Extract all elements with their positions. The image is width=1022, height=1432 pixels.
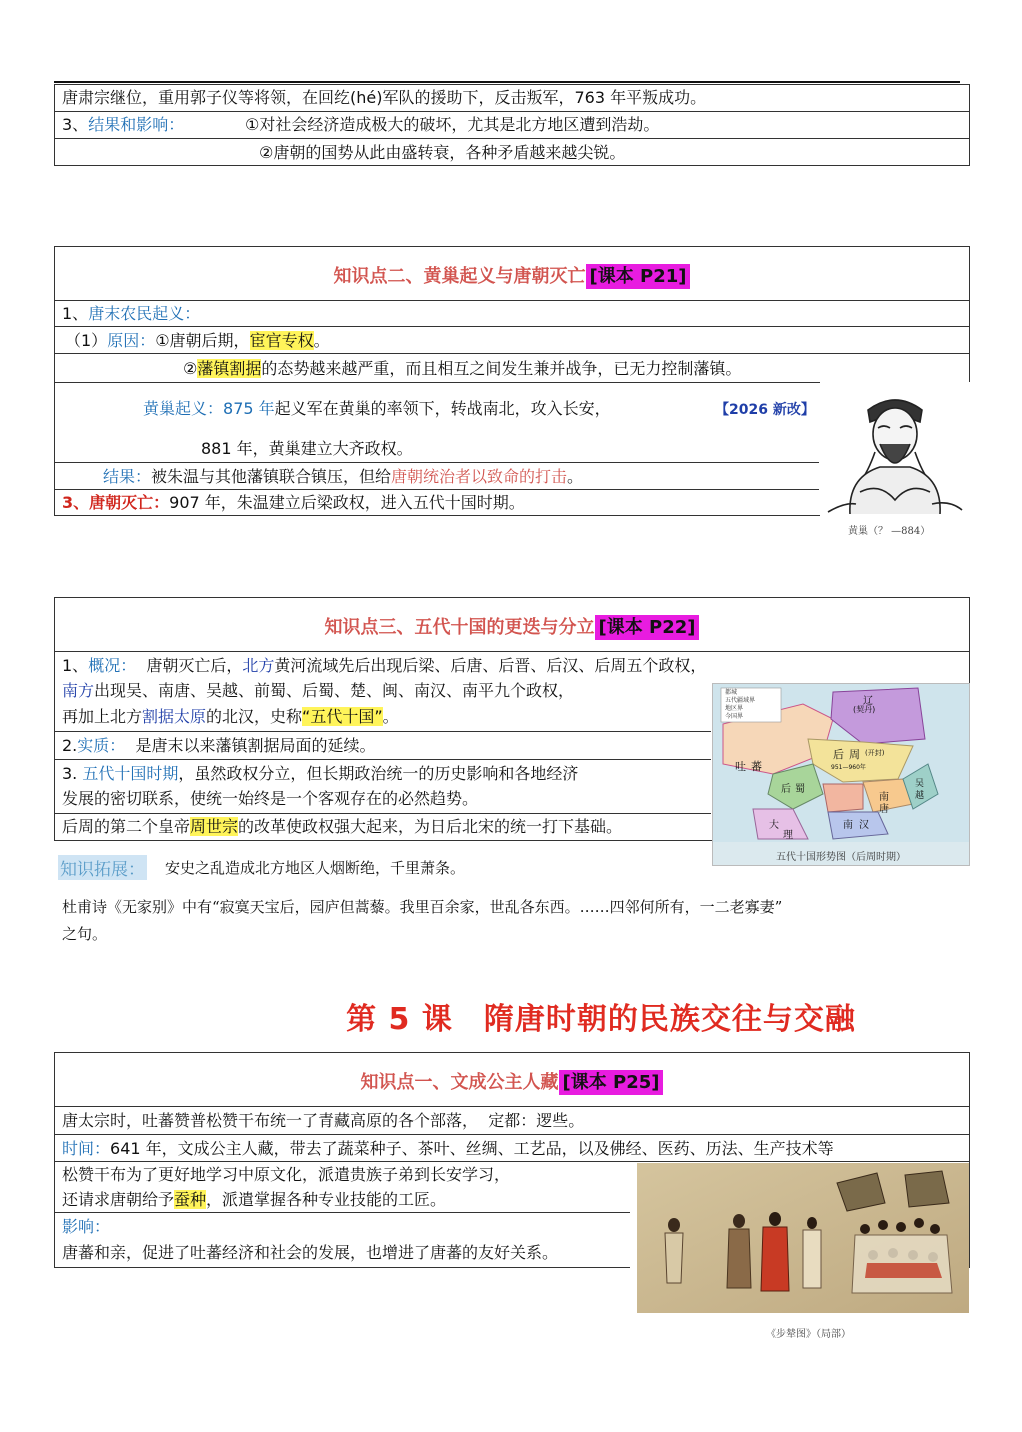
row-text: 的北汉，史称	[206, 707, 303, 726]
row-label: 结果和影响：	[88, 115, 185, 134]
map-label: (开封)	[865, 749, 885, 757]
row-label: 五代十国时期	[82, 764, 179, 783]
row-label: 唐末农民起义：	[88, 304, 201, 323]
table-row	[55, 354, 969, 383]
table-divider	[54, 1212, 630, 1213]
extension-text: 安史之乱造成北方地区人烟断绝，千里萧条。	[165, 859, 466, 877]
row-label: 结果：	[103, 467, 152, 486]
portrait-caption: 黄巢（？ —884）	[848, 526, 931, 537]
highlight-term: 宦官专权	[249, 331, 314, 350]
row-label: 原因：	[107, 331, 156, 350]
textbook-page-tag: [课本 P25]	[559, 1070, 664, 1095]
punct: 。	[567, 467, 584, 486]
map-label: 辽	[863, 696, 873, 707]
map-label: 951—960年	[831, 764, 866, 771]
row-text: 松赞干布为了更好地学习中原文化，派遣贵族子弟到长安学习，	[62, 1165, 511, 1184]
map-label: 大	[769, 820, 779, 831]
row-label: 3、唐朝灭亡：	[62, 493, 170, 512]
row-number: 1、	[62, 304, 89, 323]
row-number: （1）	[65, 331, 108, 350]
row-label: 影响：	[62, 1217, 111, 1236]
top-rule	[54, 81, 960, 83]
extension-label: 知识拓展：	[58, 855, 147, 880]
keyword: 割据太原	[142, 707, 207, 726]
section-header	[55, 1053, 969, 1107]
row-text: ①对社会经济造成极大的破坏，尤其是北方地区遭到浩劫。	[245, 115, 660, 134]
row-text: 唐太宗时，吐蕃赞普松赞干布统一了青藏高原的各个部落，	[62, 1111, 479, 1130]
map-label: 后	[781, 784, 791, 795]
five-dynasties-map	[712, 683, 970, 866]
row-text: ，派遣掌握各种专业技能的工匠。	[206, 1190, 447, 1209]
row-label: 时间：	[62, 1139, 111, 1158]
table-row	[55, 760, 711, 814]
map-label: 理	[783, 830, 793, 841]
map-label: 汉	[859, 820, 869, 831]
table-an-shi-result	[54, 84, 970, 166]
legend-item: 五代疆域界	[725, 697, 756, 704]
row-text: 后周的第二个皇帝	[62, 817, 191, 836]
row-text: 再加上北方	[62, 707, 143, 726]
row-label: 概况：	[88, 656, 137, 675]
table-row	[55, 327, 969, 354]
map-label: 南	[843, 820, 853, 831]
table-row	[55, 1135, 969, 1162]
section-title: 知识点二、黄巢起义与唐朝灭亡	[333, 266, 586, 287]
section-header	[55, 247, 969, 301]
huangchao-portrait	[820, 382, 970, 517]
row-text: 唐蕃和亲，促进了吐蕃经济和社会的发展，也增进了唐蕃的友好关系。	[62, 1243, 559, 1262]
section-header	[55, 598, 969, 652]
table-divider	[54, 1267, 630, 1268]
highlight-term: 蚕种	[174, 1190, 207, 1209]
map-label: 后	[833, 748, 844, 761]
section-title: 知识点三、五代十国的更迭与分立	[324, 617, 595, 638]
bunian-painting	[637, 1163, 969, 1313]
keyword: 北方	[242, 656, 275, 675]
row-label: 实质：	[77, 736, 126, 755]
map-label: (契丹)	[853, 705, 876, 714]
table-row	[55, 652, 711, 732]
row-text: 还请求唐朝给予	[62, 1190, 175, 1209]
row-number: 2.	[62, 736, 78, 755]
row-text: 的改革使政权强大起来，为日后北宋的统一打下基础。	[238, 817, 623, 836]
row-text: 唐肃宗继位，重用郭子仪等将领，在回纥(hé)军队的援助下，反击叛军，763 年平叛成功。	[62, 88, 707, 107]
row-text: ①唐朝后期，	[155, 331, 250, 350]
row-text: 发展的密切联系，使统一始终是一个客观存在的必然趋势。	[62, 789, 479, 808]
row-text: 907 年，朱温建立后梁政权，进入五代十国时期。	[169, 493, 525, 512]
table-row	[55, 139, 969, 166]
legend-item: 地区界	[725, 705, 744, 712]
map-caption: 五代十国形势图（后周时期）	[776, 852, 906, 863]
row-text: 被朱温与其他藩镇联合镇压，但给	[151, 467, 392, 486]
section-title: 知识点一、文成公主人藏	[360, 1072, 559, 1093]
map-legend	[725, 689, 755, 721]
year: 875 年	[223, 399, 275, 418]
map-label: 蜀	[795, 784, 805, 795]
lesson-title: 第 5 课 隋唐时朝的民族交往与交融	[346, 1002, 856, 1037]
revision-tag: 【2026 新改】	[715, 402, 815, 418]
emphasis-text: 唐朝统治者以致命的打击	[391, 467, 568, 486]
portrait-illustration-icon	[820, 382, 970, 517]
textbook-page-tag: [课本 P22]	[595, 615, 700, 640]
legend-item: 今国界	[725, 713, 744, 720]
map-label: 吐	[735, 760, 746, 773]
highlight-term: 藩镇割据	[197, 359, 262, 378]
keyword: 南方	[62, 681, 95, 700]
table-row	[55, 1107, 969, 1135]
table-row	[55, 814, 711, 841]
table-row	[55, 732, 711, 760]
map-label: 吴	[915, 779, 925, 789]
painting-caption: 《步辇图》（局部）	[766, 1329, 851, 1340]
table-row	[55, 490, 819, 516]
poem-text: 杜甫诗《无家别》中有“寂寞天宝后，园庐但蒿藜。我里百余家，世乱各东西。……四邻何所有，一二老寡妻”	[62, 898, 783, 916]
row-text: 定都：逻些。	[488, 1111, 585, 1130]
table-row	[55, 383, 819, 463]
row-label: 黄巢起义：	[143, 399, 224, 418]
legend-item: 都城	[725, 689, 738, 696]
map-label: 蕃	[751, 760, 762, 773]
textbook-page-tag: [课本 P21]	[586, 264, 691, 289]
map-label: 唐	[879, 804, 889, 815]
table-row	[55, 85, 969, 112]
table-row	[55, 301, 969, 327]
row-number: 1、	[62, 656, 89, 675]
map-label: 周	[849, 748, 860, 761]
row-text: 唐朝灭亡后，	[146, 656, 243, 675]
row-text: 起义军在黄巢的率领下，转战南北，攻入长安，	[274, 399, 611, 418]
row-number: 3、	[62, 115, 89, 134]
table-row	[55, 112, 969, 139]
row-text: 是唐末以来藩镇割据局面的延续。	[135, 736, 376, 755]
table-row	[55, 463, 819, 490]
row-number: 3.	[62, 764, 78, 783]
row-text: 出现吴、南唐、吴越、前蜀、后蜀、楚、闽、南汉、南平九个政权，	[94, 681, 575, 700]
row-text: 的态势越来越严重，而且相互之间发生兼并战争，已无力控制藩镇。	[261, 359, 742, 378]
row-text: ，虽然政权分立，但长期政治统一的历史影响和各地经济	[178, 764, 579, 783]
row-text: 881 年，黄巢建立大齐政权。	[201, 439, 413, 458]
map-label: 越	[915, 791, 925, 801]
highlight-term: 周世宗	[190, 817, 239, 836]
highlight-term: “五代十国”	[302, 707, 383, 726]
map-label: 南	[879, 792, 889, 803]
row-text: 641 年，文成公主人藏，带去了蔬菜种子、茶叶、丝绸、工艺品，以及佛经、医药、历法、生产技术等	[110, 1139, 834, 1158]
punct: 。	[382, 707, 399, 726]
row-text: 黄河流域先后出现后梁、后唐、后晋、后汉、后周五个政权，	[274, 656, 707, 675]
punct: 。	[313, 331, 330, 350]
painting-illustration-icon	[637, 1163, 969, 1313]
row-number: ②	[183, 359, 198, 378]
poem-text: 之句。	[62, 925, 108, 943]
row-text: ②唐朝的国势从此由盛转衰，各种矛盾越来越尖锐。	[259, 143, 626, 162]
table-border	[54, 1161, 55, 1268]
